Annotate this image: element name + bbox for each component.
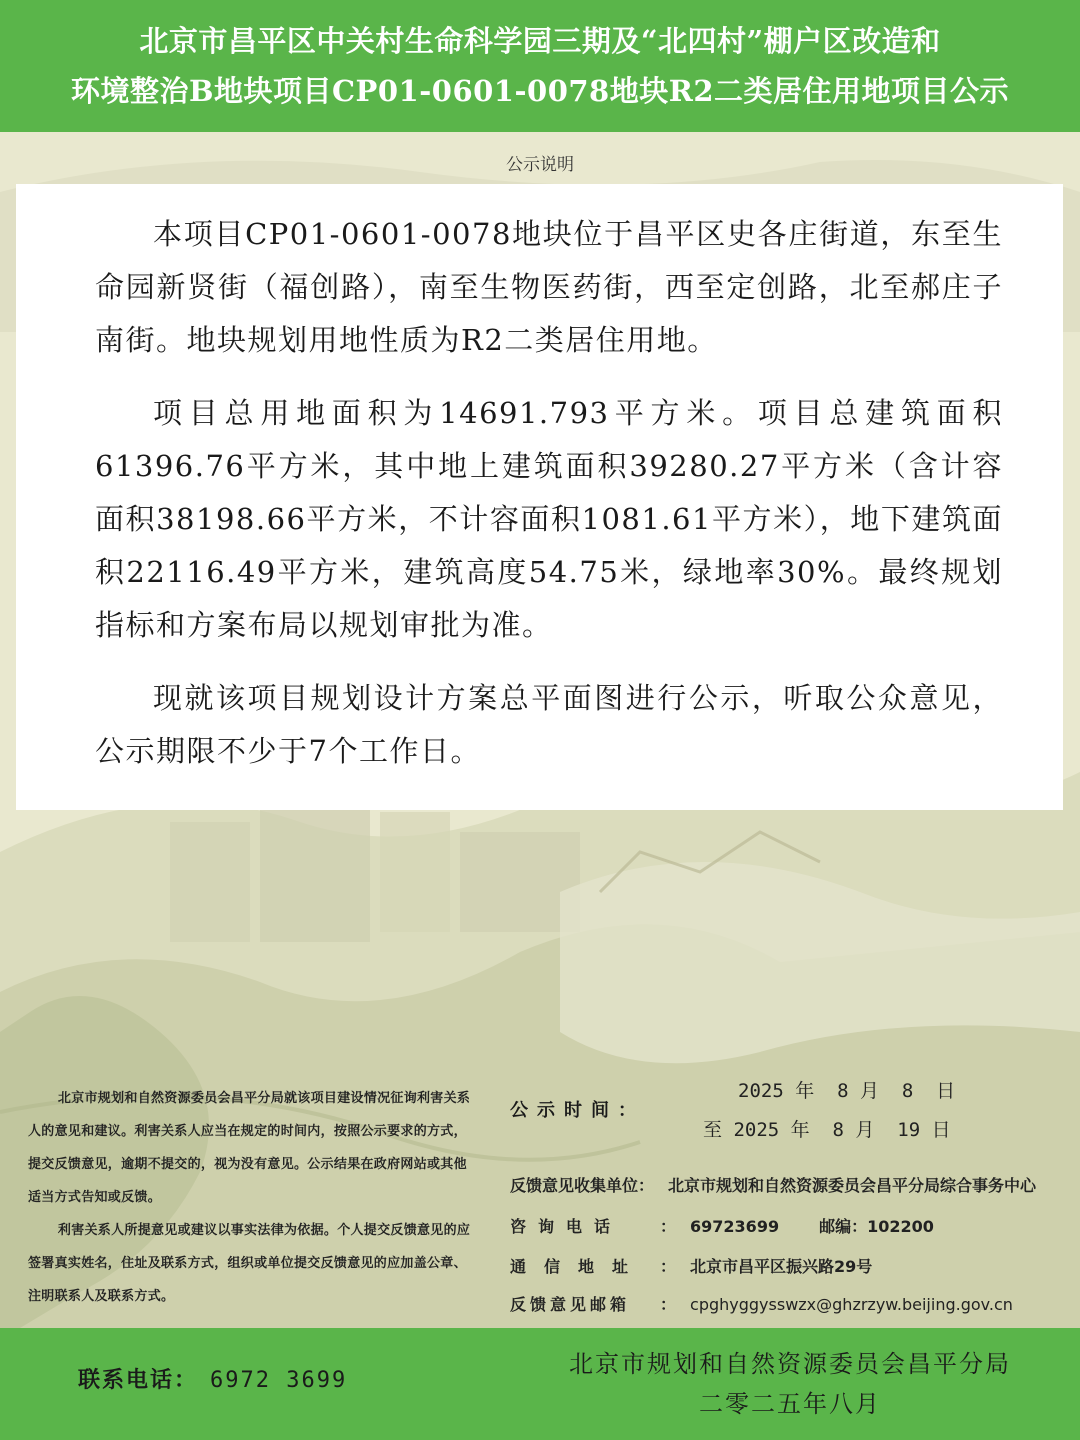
phone-value: 69723699 [690, 1217, 780, 1236]
phone-label: 咨询电话 [510, 1217, 623, 1236]
notice-paragraph-3: 现就该项目规划设计方案总平面图进行公示，听取公众意见，公示期限不少于7个工作日。 [95, 681, 1003, 768]
email-value: cpghyggysswzx@ghzrzyw.beijing.gov.cn [690, 1295, 1013, 1314]
feedback-unit-label: 反馈意见收集单位 [510, 1176, 639, 1195]
notice-paragraph-2: 项目总用地面积为14691.793平方米。项目总建筑面积61396.76平方米，其中地上建筑面积39280.27平方米（含计容面积38198.66平方米，不计容面积1081.61平方米），地下建筑面积22116.49平方米，建筑高度54.75米，绿地率30%。最终规划指标和方案布局以规划审批为准。 [95, 396, 1003, 642]
zip-label: 邮编： [819, 1217, 868, 1236]
stakeholder-notes [28, 1082, 478, 1313]
section-subtitle: 公示说明 [506, 155, 574, 175]
email-label: 反馈意见邮箱 [510, 1295, 631, 1314]
contact-phone [78, 1363, 347, 1394]
notice-box [16, 184, 1063, 810]
issue-date: 二零二五年八月 [699, 1390, 881, 1418]
stakeholder-note-1: 北京市规划和自然资源委员会昌平分局就该项目建设情况征询利害关系人的意见和建议。利害关系人应当在规定的时间内，按照公示要求的方式，提交反馈意见，逾期不提交的，视为没有意见。公示结果在政府网站或其他适当方式告知或反馈。 [28, 1091, 471, 1205]
contact-label: 联系电话： [78, 1368, 199, 1393]
title-line-1: 北京市昌平区中关村生命科学园三期及“北四村”棚户区改造和 [139, 24, 941, 58]
address-label: 通信地址 [510, 1257, 647, 1276]
address-value: 北京市昌平区振兴路29号 [690, 1257, 873, 1276]
issuer-name: 北京市规划和自然资源委员会昌平分局 [569, 1350, 1011, 1378]
contact-number: 6972 3699 [210, 1368, 348, 1393]
stakeholder-note-2: 利害关系人所提意见或建议以事实法律为依据。个人提交反馈意见的应签署真实姓名，住址及联系方式，组织或单位提交反馈意见的应加盖公章、注明联系人及联系方式。 [28, 1223, 471, 1304]
feedback-unit-row: 反馈意见收集单位： 北京市规划和自然资源委员会昌平分局综合事务中心 [510, 1176, 1037, 1195]
email-row: 反馈意见邮箱 ： cpghyggysswzx@ghzrzyw.beijing.gov.cn [510, 1292, 1013, 1315]
zip-value: 102200 [867, 1217, 934, 1236]
feedback-unit-value: 北京市规划和自然资源委员会昌平分局综合事务中心 [668, 1176, 1037, 1195]
address-row: 通信地址 ： 北京市昌平区振兴路29号 [510, 1254, 872, 1277]
title-line-2: 环境整治B地块项目CP01-0601-0078地块R2二类居住用地项目公示 [70, 74, 1010, 108]
period-start: 2025 年 8 月 8 日 [738, 1080, 956, 1102]
notice-paragraph-1: 本项目CP01-0601-0078地块位于昌平区史各庄街道，东至生命园新贤街（福创路），南至生物医药街，西至定创路，北至郝庄子南街。地块规划用地性质为R2二类居住用地。 [95, 217, 1003, 357]
issuer-block [540, 1344, 1040, 1424]
period-label: 公示时间： [510, 1100, 645, 1121]
period-end: 至 2025 年 8 月 19 日 [703, 1119, 951, 1141]
title-banner [0, 0, 1080, 132]
phone-row: 咨询电话 ： 69723699 邮编：102200 [510, 1214, 934, 1237]
